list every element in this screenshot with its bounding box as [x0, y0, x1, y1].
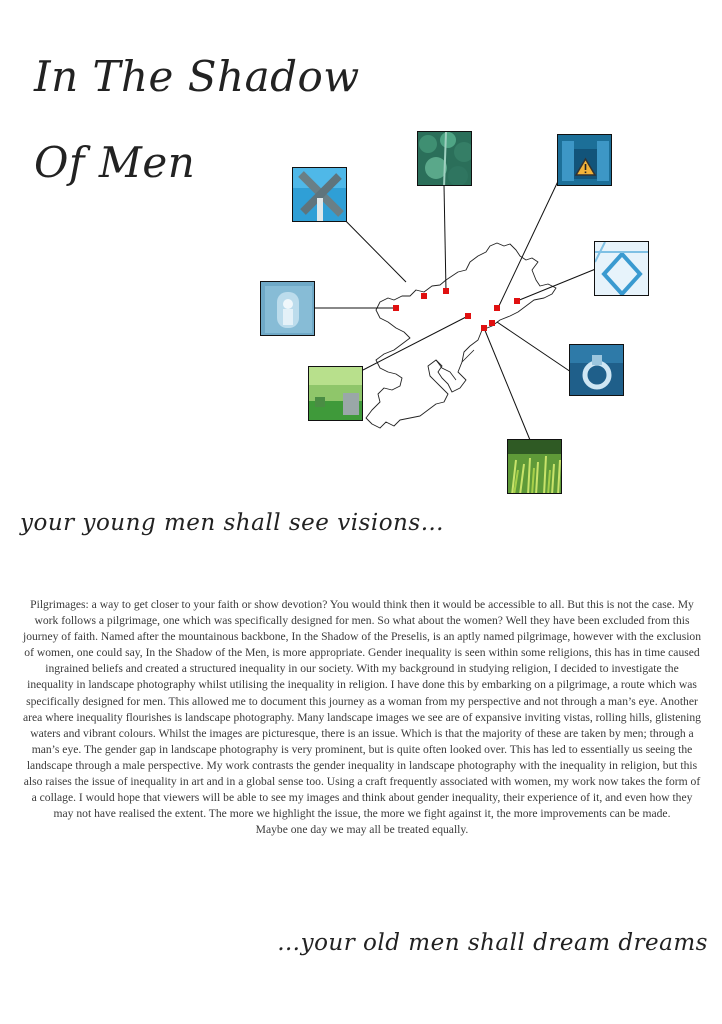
grass-icon: [508, 440, 562, 494]
photo-window-lattice: [594, 241, 649, 296]
title-line-1: In The Shadow: [34, 52, 360, 101]
statement-closing: Maybe one day we may all be treated equally.: [255, 823, 469, 837]
statement-text: [22, 597, 702, 838]
marker-7: [489, 320, 495, 326]
cross-sculpture-icon: [293, 168, 347, 222]
title-line-2: Of Men: [34, 138, 196, 187]
marker-3: [393, 305, 399, 311]
quote-top: your young men shall see visions…: [20, 510, 445, 536]
warning-icon: [558, 135, 612, 186]
statement-paragraph: Pilgrimages: a way to get closer to your faith or show devotion? You would think then it would be accessible to all. But this is not the case. My work follows a pilgrimage, one which was specifically designed for men. So what about the women? Well they have been excluded from this journey of faith. Named after the mountainous backbone, In the Shadow of the Preselis, is an aptly named pilgrimage, however with the exclusion of women, one could say, In the Shadow of the Men, is more appropriate. Gender inequality is seen within some religions, this has in time caused ingrained beliefs and created a structured inequality in our society. With my background in studying religion, I decided to investigate the inequality in landscape photography whilst utilising the inequality in religion. I have done this by embarking on a pilgrimage, a route which was specifically designed for men. This allowed me to document this journey as a woman from my perspective and not through a man’s eye. Another area where inequality flourishes is landscape photography. Many landscape images we see are of expansive inviting vistas, rolling hills, glistening waters and vibrant colours. Whilst the images are picturesque, there is an issue. Which is that the majority of these are taken by men; through a man’s eye. The gender gap in landscape photography is very prominent, but is quite often looked over. This has led to essentially us seeing the landscape through a male perspective. My work contrasts the gender inequality in landscape photography with the inequality in religion, but this also raises the issue of inequality in art and in a global sense too. Using a craft frequently associated with women, my work now takes the form of a collage. I would hope that viewers will be able to see my images and think about gender inequality, their experience of it, and even how they may not have realised the extent. The more we highlight the issue, the more we fight against it, the more improvements can be made.: [22, 598, 702, 821]
photo-green-foliage: [417, 131, 472, 186]
estuary-line: [436, 350, 474, 380]
marker-8: [481, 325, 487, 331]
foliage-icon: [418, 132, 472, 186]
photo-grass-meadow: [507, 439, 562, 494]
marker-1: [421, 293, 427, 299]
marker-6: [465, 313, 471, 319]
photo-warning-sign: [557, 134, 612, 186]
ring-icon: [570, 345, 624, 396]
photo-cross-sky: [292, 167, 347, 222]
photo-metal-ring: [569, 344, 624, 396]
statue-icon: [261, 282, 315, 336]
marker-4: [514, 298, 520, 304]
lattice-icon: [595, 242, 649, 296]
photo-gravestone-grass: [308, 366, 363, 421]
photo-statue-niche: [260, 281, 315, 336]
quote-bottom: …your old men shall dream dreams: [277, 930, 708, 956]
marker-5: [494, 305, 500, 311]
gravestone-icon: [309, 367, 363, 421]
marker-2: [443, 288, 449, 294]
